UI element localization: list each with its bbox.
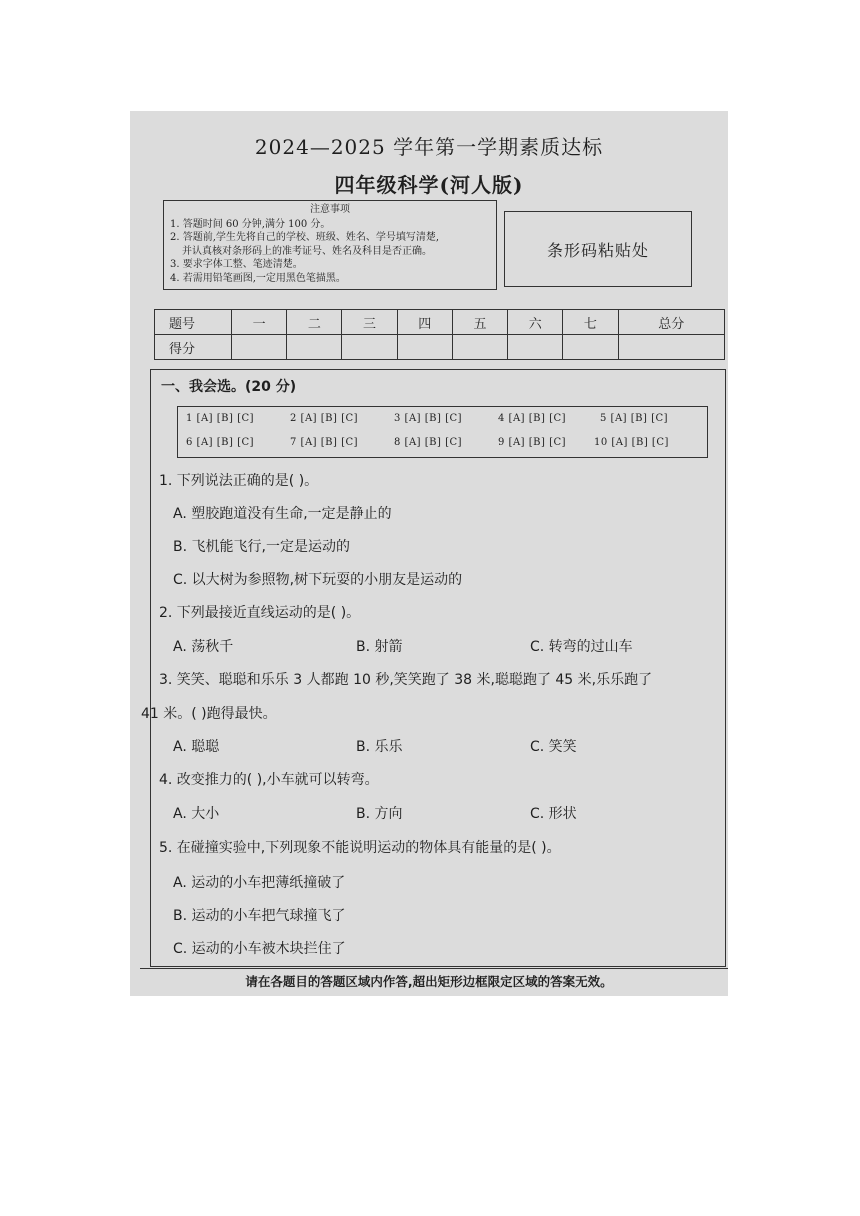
score-header-cell: 二	[287, 310, 342, 335]
section-multiple-choice	[141, 369, 726, 967]
option-3b: B. 乐乐	[356, 739, 403, 755]
option-2a: A. 荡秋千	[173, 639, 234, 655]
exam-sheet	[130, 111, 728, 996]
option-2b: B. 射箭	[356, 639, 403, 655]
answer-grid	[177, 406, 708, 458]
exam-title: 2024—2025 学年第一学期素质达标	[254, 135, 604, 159]
score-cell	[342, 335, 397, 360]
answer-choice: 9 [A] [B] [C]	[498, 437, 567, 448]
barcode-label: 条形码粘贴处	[546, 240, 649, 260]
notice-line: 2. 答题前,学生先将自己的学校、班级、姓名、学号填写清楚,	[170, 232, 440, 243]
score-cell	[397, 335, 452, 360]
answer-choice: 4 [A] [B] [C]	[498, 413, 567, 424]
score-header-cell: 题号	[155, 310, 232, 335]
question-2: 2. 下列最接近直线运动的是( )。	[159, 605, 361, 621]
answer-choice: 8 [A] [B] [C]	[394, 437, 463, 448]
notice-title: 注意事项	[310, 204, 350, 215]
option-1a: A. 塑胶跑道没有生命,一定是静止的	[173, 506, 392, 522]
question-4: 4. 改变推力的( ),小车就可以转弯。	[159, 772, 379, 788]
score-header-cell: 一	[232, 310, 287, 335]
answer-choice: 6 [A] [B] [C]	[186, 437, 255, 448]
score-table	[154, 309, 725, 360]
score-header-cell: 六	[508, 310, 563, 335]
answer-area-footer: 请在各题目的答题区域内作答,超出矩形边框限定区域的答案无效。	[245, 974, 613, 989]
option-5b: B. 运动的小车把气球撞飞了	[173, 908, 346, 924]
score-header-cell: 总分	[618, 310, 724, 335]
option-5a: A. 运动的小车把薄纸撞破了	[173, 875, 346, 891]
option-4b: B. 方向	[356, 806, 403, 822]
question-5: 5. 在碰撞实验中,下列现象不能说明运动的物体具有能量的是( )。	[159, 840, 561, 856]
answer-choice: 2 [A] [B] [C]	[290, 413, 359, 424]
score-value-row	[155, 335, 725, 360]
option-4c: C. 形状	[530, 806, 577, 822]
question-3-cont: 41 米。( )跑得最快。	[141, 706, 277, 722]
score-row-label: 得分	[155, 335, 232, 360]
question-1: 1. 下列说法正确的是( )。	[159, 473, 319, 489]
option-3a: A. 聪聪	[173, 739, 220, 755]
score-cell	[232, 335, 287, 360]
score-header-cell: 五	[452, 310, 507, 335]
notice-line: 4. 若需用铅笔画图,一定用黑色笔描黑。	[170, 272, 346, 284]
option-4a: A. 大小	[173, 806, 220, 822]
score-cell	[452, 335, 507, 360]
section-title: 一、我会选。(20 分)	[161, 379, 297, 395]
score-header-cell: 四	[397, 310, 452, 335]
option-1c: C. 以大树为参照物,树下玩耍的小朋友是运动的	[173, 572, 463, 588]
answer-choice: 5 [A] [B] [C]	[600, 413, 669, 424]
option-3c: C. 笑笑	[530, 739, 577, 755]
barcode-area	[504, 211, 692, 287]
notice-line: 并认真核对条形码上的准考证号、姓名及科目是否正确。	[182, 245, 432, 257]
score-header-cell: 三	[342, 310, 397, 335]
footer-divider	[140, 968, 728, 969]
answer-choice: 3 [A] [B] [C]	[394, 413, 463, 424]
exam-subtitle: 四年级科学(河人版)	[334, 173, 524, 197]
option-1b: B. 飞机能飞行,一定是运动的	[173, 539, 350, 555]
notice-line: 3. 要求字体工整、笔迹清楚。	[170, 259, 303, 270]
answer-choice: 7 [A] [B] [C]	[290, 437, 359, 448]
score-cell	[287, 335, 342, 360]
score-cell	[508, 335, 563, 360]
question-3: 3. 笑笑、聪聪和乐乐 3 人都跑 10 秒,笑笑跑了 38 米,聪聪跑了 45 米,乐乐跑了	[159, 672, 653, 688]
score-cell	[563, 335, 618, 360]
answer-choice: 1 [A] [B] [C]	[186, 413, 255, 424]
notice-line: 1. 答题时间 60 分钟,满分 100 分。	[170, 218, 331, 230]
score-header-cell: 七	[563, 310, 618, 335]
score-cell	[618, 335, 724, 360]
score-header-row	[155, 310, 725, 335]
answer-choice: 10 [A] [B] [C]	[594, 437, 669, 448]
notice-box	[163, 200, 497, 290]
option-5c: C. 运动的小车被木块拦住了	[173, 941, 346, 957]
option-2c: C. 转弯的过山车	[530, 639, 633, 655]
